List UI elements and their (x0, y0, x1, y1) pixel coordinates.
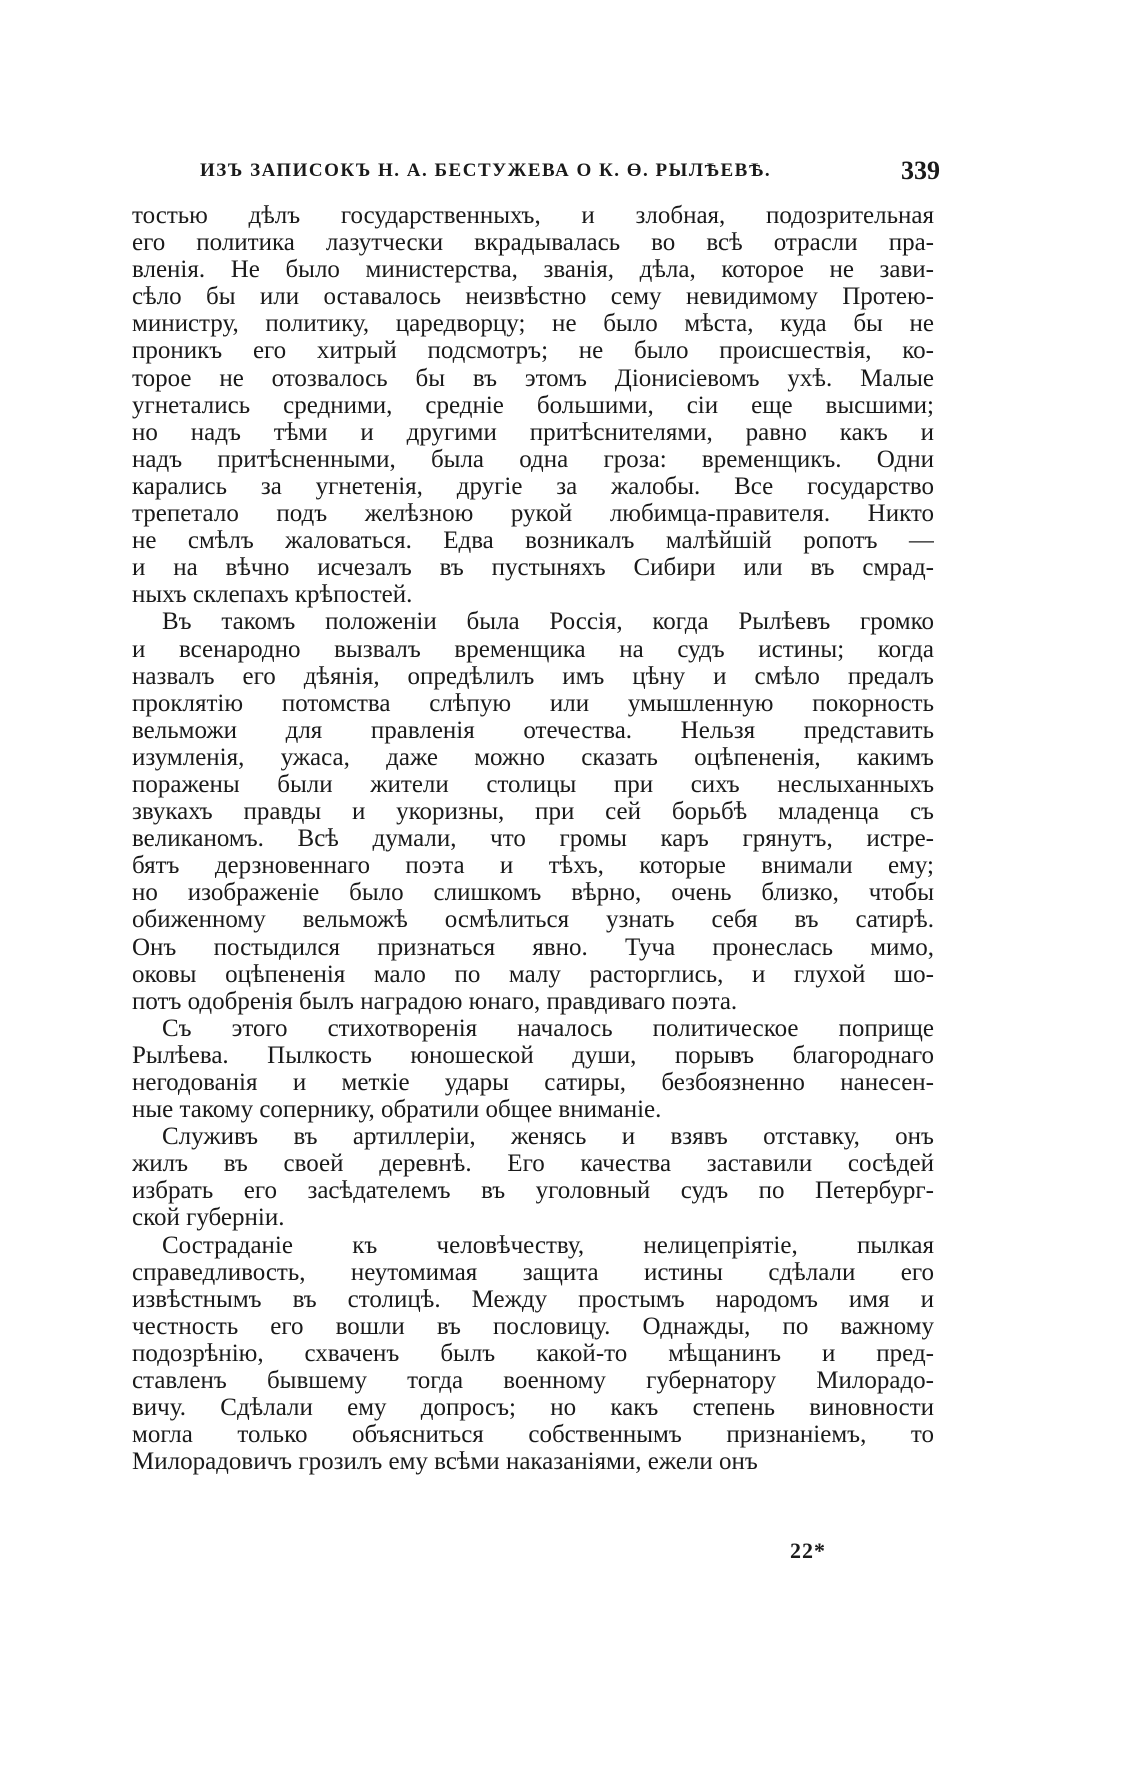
text-line: подозрѣнію, схваченъ былъ какой-то мѣщанинъ и пред- (132, 1339, 934, 1367)
text-line: но изображеніе было слишкомъ вѣрно, очень близко, чтобы (132, 879, 934, 907)
text-line: честность его вошли въ пословицу. Однажды, по важному (132, 1312, 934, 1340)
text-line: извѣстнымъ въ столицѣ. Между простымъ народомъ имя и (132, 1285, 934, 1313)
text-line: Съ этого стихотворенія началось политическое поприще (162, 1014, 934, 1042)
text-line: карались за угнетенія, другіе за жалобы. Все государство (132, 472, 934, 500)
text-line: ные такому сопернику, обратили общее вниманіе. (132, 1096, 662, 1124)
text-line: ставленъ бывшему тогда военному губернатору Милорадо- (132, 1367, 934, 1395)
text-line: Въ такомъ положеніи была Россія, когда Рылѣевъ громко (162, 608, 934, 636)
text-line: Онъ постыдился признаться явно. Туча пронеслась мимо, (132, 933, 934, 961)
text-line: трепетало подъ желѣзною рукой любимца-правителя. Никто (132, 500, 934, 528)
signature-mark: 22* (790, 1538, 826, 1563)
text-line: вичу. Сдѣлали ему допросъ; но какъ степень виновности (132, 1394, 934, 1422)
text-line: проклятію потомства слѣпую или умышленную покорность (132, 689, 934, 717)
paragraph (132, 1123, 934, 1231)
running-head-title: ИЗЪ ЗАПИСОКЪ Н. А. БЕСТУЖЕВА О К. Ө. РЫЛѢЕВѢ. (200, 160, 772, 181)
text-line: назвалъ его дѣянія, опредѣлилъ имъ цѣну и смѣло предалъ (132, 662, 934, 690)
text-line: тостью дѣлъ государственныхъ, и злобная, подозрительная (132, 202, 934, 229)
paragraph (132, 1232, 934, 1476)
text-line: и на вѣчно исчезалъ въ пустыняхъ Сибири или въ смрад- (132, 554, 934, 582)
text-line: оковы оцѣпененія мало по малу расторглись, и глухой шо- (132, 960, 934, 988)
text-line: но надъ тѣми и другими притѣснителями, равно какъ и (132, 418, 934, 446)
paragraph (132, 1015, 934, 1123)
text-line: могла только объясниться собственнымъ признаніемъ, то (132, 1421, 934, 1449)
text-line: Милорадовичъ грозилъ ему всѣми наказаніями, ежели онъ (132, 1448, 758, 1476)
text-line: Рылѣева. Пылкость юношеской души, порывъ благороднаго (132, 1041, 934, 1069)
text-line: угнетались средними, средніе большими, сіи еще высшими; (132, 391, 934, 419)
text-line: звукахъ правды и укоризны, при сей борьбѣ младенца съ (132, 798, 934, 826)
text-line: его политика лазутчески вкрадывалась во всѣ отрасли пра- (132, 229, 934, 257)
paragraph (132, 608, 934, 1014)
text-line: справедливость, неутомимая защита истины сдѣлали его (132, 1258, 934, 1286)
text-line: избрать его засѣдателемъ въ уголовный судъ по Петербург- (132, 1177, 934, 1205)
text-line: ныхъ склепахъ крѣпостей. (132, 581, 413, 609)
text-line: и всенародно вызвалъ временщика на судъ истины; когда (132, 635, 934, 663)
text-line: поражены были жители столицы при сихъ неслыханныхъ (132, 770, 934, 798)
text-line: сѣло бы или оставалось неизвѣстно сему невидимому Протею- (132, 283, 934, 311)
text-line: ской губерніи. (132, 1204, 285, 1232)
page-number: 339 (901, 156, 940, 185)
text-line: бятъ дерзновеннаго поэта и тѣхъ, которые внимали ему; (132, 852, 934, 880)
text-line: негодованія и меткіе удары сатиры, безбоязненно нанесен- (132, 1069, 934, 1096)
text-line: потъ одобренія былъ наградою юнаго, правдиваго поэта. (132, 987, 738, 1015)
body-text (132, 202, 934, 1475)
text-line: великаномъ. Всѣ думали, что громы каръ грянутъ, истре- (132, 825, 934, 853)
running-head (200, 156, 940, 190)
text-line: Служивъ въ артиллеріи, женясь и взявъ отставку, онъ (162, 1123, 934, 1151)
text-line: вленія. Не было министерства, званія, дѣла, которое не зави- (132, 256, 934, 284)
paragraph (132, 202, 934, 608)
text-line: жилъ въ своей деревнѣ. Его качества заставили сосѣдей (132, 1150, 934, 1178)
text-line: обиженному вельможѣ осмѣлиться узнать себя въ сатирѣ. (132, 906, 934, 934)
text-line: не смѣлъ жаловаться. Едва возникалъ малѣйшій ропотъ — (132, 527, 934, 555)
text-line: вельможи для правленія отечества. Нельзя представить (132, 716, 934, 744)
text-line: проникъ его хитрый подсмотръ; не было происшествія, ко- (132, 337, 934, 365)
text-line: надъ притѣсненными, была одна гроза: временщикъ. Одни (132, 445, 934, 473)
text-line: изумленія, ужаса, даже можно сказать оцѣпененія, какимъ (132, 743, 934, 771)
text-line: торое не отозвалось бы въ этомъ Діонисіевомъ ухѣ. Малые (132, 364, 934, 392)
text-line: Состраданіе къ человѣчеству, нелицепріятіе, пылкая (162, 1231, 934, 1259)
text-line: министру, политику, царедворцу; не было мѣста, куда бы не (132, 310, 934, 338)
